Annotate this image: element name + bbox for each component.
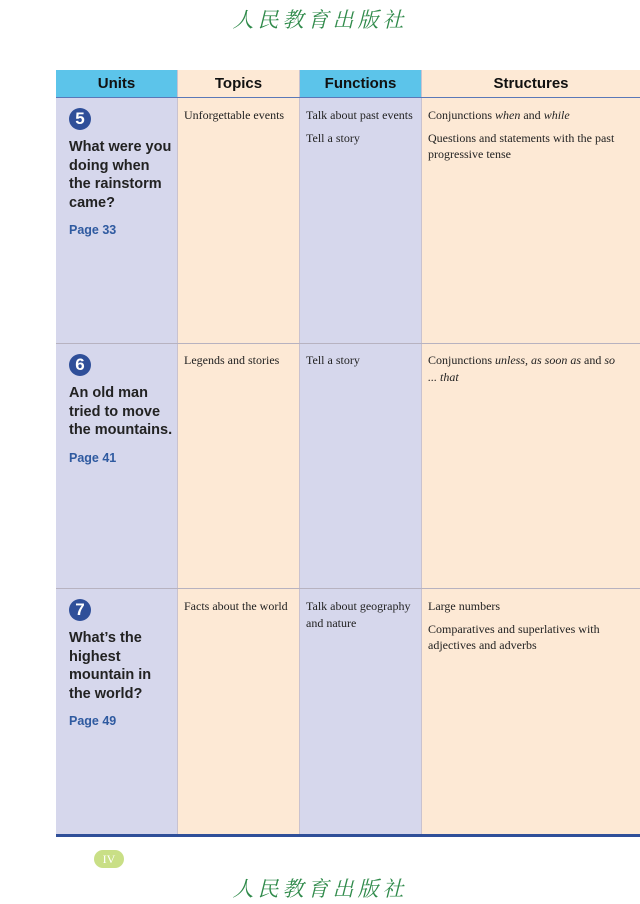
unit-7-functions [306, 598, 418, 631]
row-divider [56, 343, 640, 344]
function-item: Tell a story [306, 130, 360, 145]
unit-number-badge: 7 [69, 599, 91, 621]
unit-title: What were you doing when the rainstorm came? [69, 139, 172, 211]
structure-item: Conjunctions when and while [428, 108, 570, 122]
unit-6-structures [428, 352, 618, 385]
unit-5-functions [306, 107, 418, 146]
unit-page-link[interactable]: Page 41 [69, 450, 117, 465]
unit-title: An old man tried to move the mountains. [69, 385, 173, 438]
unit-7-topic: Facts about the world [184, 599, 288, 613]
topics-column [177, 70, 299, 836]
unit-6-block [69, 354, 173, 465]
unit-6-topic: Legends and stories [184, 353, 280, 367]
unit-7-block [69, 599, 173, 728]
unit-5-topic: Unforgettable events [184, 108, 285, 122]
unit-page-link[interactable]: Page 49 [69, 714, 117, 728]
publisher-logo-top: 人民教育出版社 [232, 8, 408, 32]
table-bottom-rule [56, 834, 640, 837]
structures-column [421, 70, 640, 836]
publisher-logo-bottom: 人民教育出版社 [232, 877, 408, 901]
functions-column [299, 70, 421, 836]
header-functions: Functions [300, 70, 421, 97]
unit-number-badge: 5 [69, 108, 91, 130]
function-item: Talk about geography and nature [306, 599, 411, 630]
row-divider [56, 588, 640, 589]
structure-item: Comparatives and superlatives with adjectives and adverbs [428, 621, 600, 652]
unit-7-structures [428, 598, 634, 654]
unit-number-badge: 6 [69, 354, 91, 376]
unit-5-structures [428, 107, 634, 163]
contents-table [56, 70, 640, 836]
unit-title: What’s the highest mountain in the world? [69, 630, 152, 702]
unit-5-block [69, 108, 173, 237]
unit-6-functions [306, 352, 418, 369]
function-item: Tell a story [306, 353, 360, 367]
function-item: Talk about past events [306, 108, 413, 122]
header-structures: Structures [422, 70, 640, 97]
header-divider [56, 97, 640, 98]
header-topics: Topics [178, 70, 299, 97]
page-number-badge: IV [94, 850, 124, 868]
structure-item: Questions and statements with the past progressive tense [428, 130, 615, 161]
structure-item: Conjunctions unless, as soon as and so ... that [428, 353, 616, 384]
header-units: Units [56, 70, 177, 97]
structure-item: Large numbers [428, 599, 501, 613]
unit-page-link[interactable]: Page 33 [69, 223, 117, 237]
